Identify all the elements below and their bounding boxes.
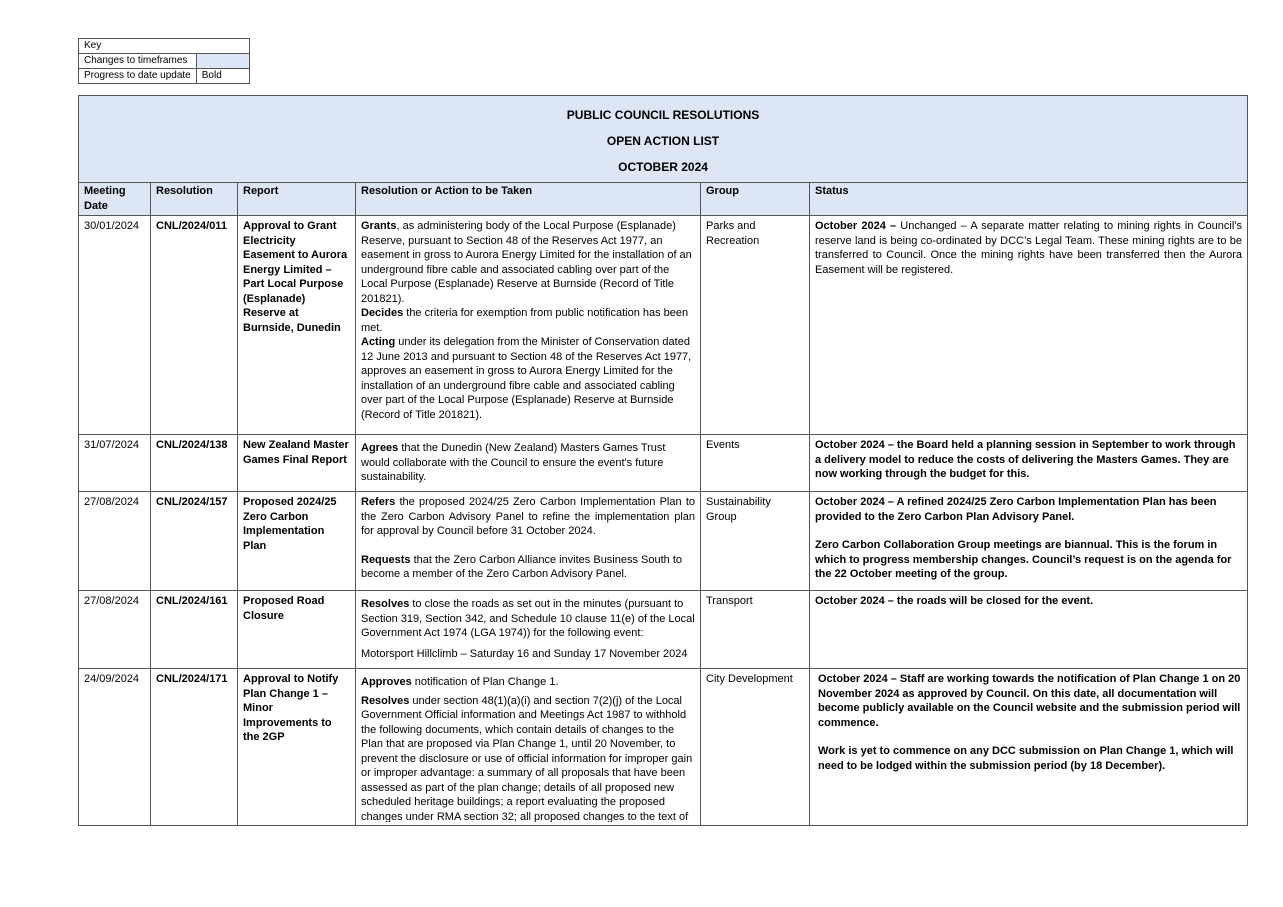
action-paragraph: Approves notification of Plan Change 1. — [361, 676, 559, 688]
row-group: City Development — [701, 669, 810, 826]
row-date: 30/01/2024 — [79, 216, 151, 435]
row-date: 24/09/2024 — [79, 669, 151, 826]
row-date: 31/07/2024 — [79, 435, 151, 492]
table-row — [79, 435, 1248, 492]
action-paragraph: Requests that the Zero Carbon Alliance invites Business South to become a member of the Zero Carbon Advisory Panel. — [361, 553, 683, 580]
col-meeting-date: Meeting Date — [79, 183, 151, 216]
action-paragraph: Acting under its delegation from the Minister of Conservation dated 12 June 2013 and pursuant to Section 48 of the Reserves Act 1977, approves an easement in gross to Aurora Energy Limited for the installation of an underground fibre cable and associated cabling over part of the Local Purpose (Esplanade) Reserve at Burnside (Record of Title 201821). — [361, 336, 692, 421]
row-resolution: CNL/2024/138 — [151, 435, 238, 492]
table-row — [79, 216, 1248, 435]
key-value-progress: Bold — [196, 69, 249, 84]
action-paragraph: Motorsport Hillclimb – Saturday 16 and Sunday 17 November 2024 — [361, 647, 688, 660]
row-action — [356, 435, 701, 492]
col-group: Group — [701, 183, 810, 216]
col-resolution: Resolution — [151, 183, 238, 216]
row-resolution: CNL/2024/171 — [151, 669, 238, 826]
row-resolution: CNL/2024/161 — [151, 591, 238, 669]
key-label-progress: Progress to date update — [79, 69, 197, 84]
row-group: Parks and Recreation — [701, 216, 810, 435]
row-action — [356, 669, 701, 826]
action-paragraph: Resolves to close the roads as set out in the minutes (pursuant to Section 319, Section 342, and Schedule 10 clause 11(e) of the Local Government Act 1974 (LGA 1974)) for the following event: — [361, 598, 695, 639]
table-row — [79, 591, 1248, 669]
row-report: Approval to Notify Plan Change 1 – Minor Improvements to the 2GP — [238, 669, 356, 826]
row-report: Proposed 2024/25 Zero Carbon Implementation Plan — [238, 492, 356, 591]
row-date: 27/08/2024 — [79, 492, 151, 591]
table-row — [79, 492, 1248, 591]
col-action: Resolution or Action to be Taken — [356, 183, 701, 216]
key-title: Key — [79, 39, 250, 54]
table-banner — [79, 96, 1248, 183]
key-table — [78, 38, 250, 84]
action-paragraph: Grants, as administering body of the Local Purpose (Esplanade) Reserve, pursuant to Section 48 of the Reserves Act 1977, an easement in gross to Aurora Energy Limited for the installation of an underground fibre cable and associated cabling over part of the Local Purpose (Esplanade) Reserve at Burnside (Record of Title 201821). — [361, 220, 692, 305]
row-report: Approval to Grant Electricity Easement to Aurora Energy Limited – Part Local Purpose (Esplanade) Reserve at Burnside, Dunedin — [238, 216, 356, 435]
col-report: Report — [238, 183, 356, 216]
row-action — [356, 591, 701, 669]
row-resolution: CNL/2024/011 — [151, 216, 238, 435]
action-paragraph: Refers the proposed 2024/25 Zero Carbon Implementation Plan to the Zero Carbon Advisory Panel to refine the implementation plan for approval by Council before 31 October 2024. — [361, 496, 695, 537]
row-report: New Zealand Master Games Final Report — [238, 435, 356, 492]
row-action — [356, 492, 701, 591]
col-status: Status — [810, 183, 1248, 216]
key-swatch-timeframes — [196, 54, 249, 69]
action-paragraph: Resolves under section 48(1)(a)(i) and section 7(2)(j) of the Local Government Official information and Meetings Act 1987 to withhold the following documents, which contain details of changes to the Plan that are proposed via Plan Change 1, until 20 November, to prevent the disclosure or use of official information for improper gain or improper advantage: a summary of all proposals that have been assessed as part of the plan change; details of all proposed new scheduled heritage buildings; a report evaluating the proposed changes under RMA section 32; all proposed changes to the text of — [361, 694, 693, 822]
banner-subtitle: OPEN ACTION LIST — [606, 134, 720, 148]
row-group: Sustainability Group — [701, 492, 810, 591]
row-status: October 2024 – the roads will be closed for the event. — [810, 591, 1248, 669]
row-date: 27/08/2024 — [79, 591, 151, 669]
row-status: October 2024 – Unchanged – A separate matter relating to mining rights in Council’s reserve land is being co-ordinated by DCC’s Legal Team. These mining rights are to be transferred to Council. Once the mining rights have been transferred then the Aurora Easement will be registered. — [810, 216, 1248, 435]
banner-title: PUBLIC COUNCIL RESOLUTIONS — [566, 108, 760, 122]
row-action — [356, 216, 701, 435]
row-resolution: CNL/2024/157 — [151, 492, 238, 591]
column-header-row — [79, 183, 1248, 216]
row-group: Transport — [701, 591, 810, 669]
action-paragraph: Decides the criteria for exemption from public notification has been met. — [361, 307, 689, 334]
row-status: October 2024 – the Board held a planning session in September to work through a delivery model to reduce the costs of delivering the Masters Games. They are now working through the budget for this. — [810, 435, 1248, 492]
key-label-timeframes: Changes to timeframes — [79, 54, 197, 69]
table-row — [79, 669, 1248, 826]
action-list-table — [78, 95, 1248, 826]
banner-period: OCTOBER 2024 — [618, 160, 708, 174]
row-report: Proposed Road Closure — [238, 591, 356, 669]
row-group: Events — [701, 435, 810, 492]
action-paragraph: Agrees that the Dunedin (New Zealand) Masters Games Trust would collaborate with the Council to ensure the event's future sustainability. — [361, 442, 666, 483]
row-status: October 2024 – Staff are working towards the notification of Plan Change 1 on 20 November 2024 as approved by Council. On this date, all documentation will become publicly available on the Council website and the submission period will commence. Work is yet to commence on any DCC submission on Plan Change 1, which will need to be lodged within the submission period (by 18 December). — [810, 669, 1248, 826]
row-status: October 2024 – A refined 2024/25 Zero Carbon Implementation Plan has been provided to the Zero Carbon Plan Advisory Panel. Zero Carbon Collaboration Group meetings are biannual. This is the forum in which to progress membership changes. Council’s request is on the agenda for the 22 October meeting of the group. — [810, 492, 1248, 591]
